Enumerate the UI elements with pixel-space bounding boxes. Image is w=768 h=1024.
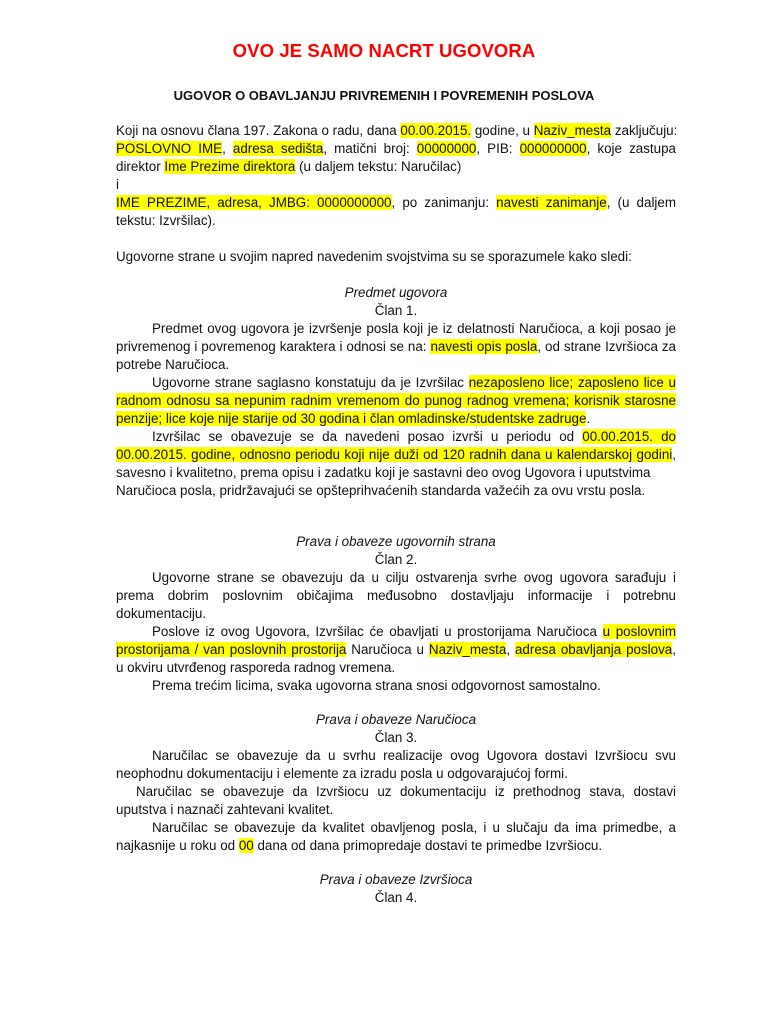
intro-text: (u daljem tekstu: Naručilac)	[295, 159, 462, 174]
paragraph-text: Naručioca u	[346, 642, 429, 657]
paragraph-text: najkasnije u roku od	[116, 838, 239, 853]
paragraph-text: .	[586, 411, 591, 426]
paragraph-text: ,	[672, 642, 676, 657]
intro-line	[116, 122, 676, 140]
intro-text: , koje zastupa	[586, 141, 676, 156]
paragraph-line	[116, 410, 676, 428]
paragraph-line: uputstva i naznači zahtevani kvalitet.	[116, 802, 334, 817]
article-number: Član 4.	[374, 890, 418, 905]
placeholder-registration-number: 00000000	[416, 141, 477, 156]
intro-line: Ugovorne strane u svojim napred navedenim svojstvima su se sporazumele kako sledi:	[116, 249, 632, 264]
placeholder-days: 00	[238, 838, 254, 853]
intro-text: direktor	[116, 159, 165, 174]
placeholder-work-location: u poslovnim	[602, 624, 677, 639]
placeholder-place: Naziv_mesta	[533, 123, 612, 138]
paragraph-text: ,	[506, 642, 515, 657]
section-heading: Predmet ugovora	[344, 285, 448, 300]
placeholder-contractor-data: IME PREZIME, adresa, JMBG: 0000000000	[116, 195, 392, 210]
intro-text: , matični broj:	[323, 141, 417, 156]
intro-line	[116, 140, 676, 158]
paragraph-text: dana od dana primopredaje dostavi te primedbe Izvršiocu.	[253, 838, 603, 853]
contract-title: UGOVOR O OBAVLJANJU PRIVREMENIH I POVREMENIH POSLOVA	[173, 88, 595, 103]
paragraph-line: u okviru utvrđenog rasporeda radnog vremena.	[116, 660, 396, 675]
paragraph-text: Izvršilac se obavezuje se da navedeni posao izvrši u periodu od	[152, 429, 583, 444]
paragraph-line	[152, 428, 676, 446]
placeholder-job-description: navesti opis posla	[430, 339, 538, 354]
paragraph-line: potrebe Naručioca.	[116, 357, 230, 372]
paragraph-text: , od strane Izvršioca za	[537, 339, 677, 354]
placeholder-director-name: Ime Prezime direktora	[164, 159, 296, 174]
paragraph-line: Naručilac se obavezuje da kvalitet obavljenog posla, i u slučaju da ima primedbe, a	[152, 820, 676, 835]
paragraph-line: Naručioca posla, pridržavajući se opšteprihvaćenih standarda važećih za ovu vrstu posla.	[116, 483, 646, 498]
paragraph-line: neophodnu dokumentaciju i elemente za izradu posla u odgovarajućoj formi.	[116, 766, 568, 781]
paragraph-line	[116, 338, 676, 356]
paragraph-text: ,	[672, 447, 676, 462]
paragraph-text: Ugovorne strane saglasno konstatuju da je Izvršilac	[152, 375, 469, 390]
section-heading: Prava i obaveze Naručioca	[315, 712, 477, 727]
intro-text: ,	[222, 141, 233, 156]
placeholder-address: adresa sedišta	[232, 141, 324, 156]
intro-line: i	[116, 177, 119, 192]
paragraph-line	[152, 374, 676, 392]
placeholder-work-location: prostorijama / van poslovnih prostorija	[116, 642, 347, 657]
intro-text: godine, u	[471, 123, 534, 138]
section-heading: Prava i obaveze Izvršioca	[319, 872, 473, 887]
intro-line: tekstu: Izvršilac).	[116, 213, 216, 228]
intro-text: zaključuju:	[611, 123, 678, 138]
paragraph-text: privremenog i povremenog karaktera i odnosi se na:	[116, 339, 431, 354]
placeholder-occupation: navesti zanimanje	[496, 195, 607, 210]
intro-text: , (u daljem	[606, 195, 677, 210]
paragraph-line	[116, 392, 676, 410]
paragraph-line: Naručilac se obavezuje da Izvršiocu uz dokumentaciju iz prethodnog stava, dostavi	[136, 784, 676, 799]
draft-warning-title: OVO JE SAMO NACRT UGOVORA	[232, 40, 536, 61]
placeholder-date: 00.00.2015.	[400, 123, 472, 138]
placeholder-pib: 000000000	[519, 141, 587, 156]
section-heading: Prava i obaveze ugovornih strana	[296, 534, 496, 549]
paragraph-line	[116, 837, 676, 855]
article-number: Član 1.	[374, 303, 418, 318]
paragraph-line: Ugovorne strane se obavezuju da u cilju ostvarenja svrhe ovog ugovora sarađuju i	[152, 570, 676, 585]
placeholder-place: Naziv_mesta	[428, 642, 507, 657]
paragraph-line	[116, 641, 676, 659]
placeholder-work-address: adresa obavljanja poslova	[514, 642, 673, 657]
paragraph-line: Predmet ovog ugovora je izvršenje posla koji je iz delatnosti Naručioca, a koji posao je	[152, 321, 676, 336]
placeholder-contractor-status: radnom odnosu sa nepunim radnim vremenom do punog radnog vremena; korisnik starosne	[116, 393, 676, 408]
placeholder-contractor-status: nezaposleno lice; zaposleno lice u	[468, 375, 676, 390]
paragraph-line: savesno i kvalitetno, prema opisu i zadatku koji je sastavni deo ovog Ugovora i uputstvima	[116, 465, 651, 480]
paragraph-text: Poslove iz ovog Ugovora, Izvršilac će obavljati u prostorijama Naručioca	[152, 624, 603, 639]
placeholder-business-name: POSLOVNO IME	[116, 141, 223, 156]
paragraph-line: Prema trećim licima, svaka ugovorna strana snosi odgovornost samostalno.	[152, 678, 601, 693]
article-number: Član 3.	[374, 730, 418, 745]
paragraph-line: dokumentaciju.	[116, 606, 207, 621]
article-number: Član 2.	[374, 552, 418, 567]
placeholder-contractor-status: penzije; lice koje nije starije od 30 godina i član omladinske/studentske zadruge	[116, 411, 587, 426]
paragraph-line	[152, 623, 676, 641]
placeholder-period: 00.00.2015. godine, odnosno periodu koji nije duži od 120 radnih dana u kalendarskoj godini	[116, 447, 673, 462]
intro-text: , po zanimanju:	[391, 195, 497, 210]
paragraph-line	[116, 446, 676, 464]
intro-line	[116, 194, 676, 212]
paragraph-line: Naručilac se obavezuje da u svrhu realizacije ovog Ugovora dostavi Izvršiocu svu	[152, 748, 676, 763]
paragraph-line: prema dobrim poslovnim običajima međusobno dostavljaju informacije i potrebnu	[116, 588, 676, 603]
intro-text: Koji na osnovu člana 197. Zakona o radu, dana	[116, 123, 401, 138]
placeholder-period: 00.00.2015. do	[582, 429, 677, 444]
intro-text: , PIB:	[476, 141, 520, 156]
intro-line	[116, 158, 676, 176]
